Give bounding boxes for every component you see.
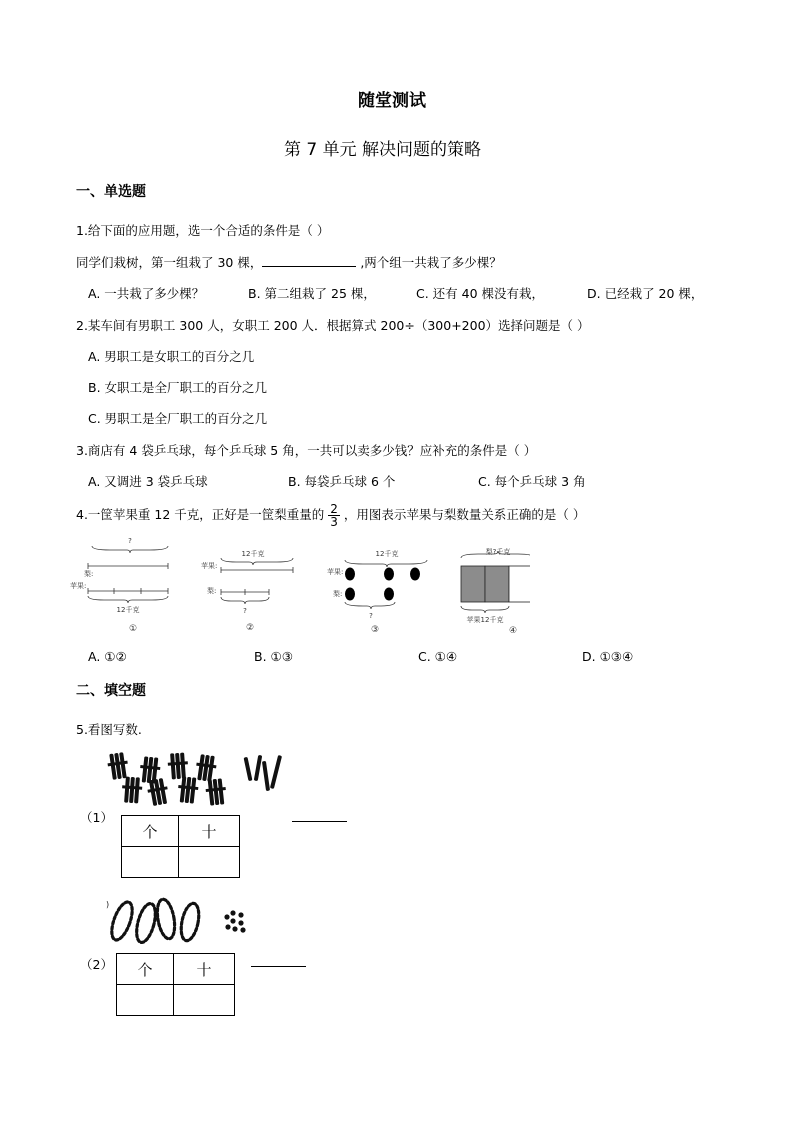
pear-dot-1 <box>345 588 355 601</box>
question-2-option-a[interactable]: A. 男职工是女职工的百分之几 <box>88 349 255 364</box>
question-5-part-1-label: （1） <box>80 810 113 825</box>
figure-3 <box>327 549 427 635</box>
question-1-option-d[interactable]: D. 已经栽了 20 棵， <box>587 286 704 301</box>
answer-blank <box>262 254 356 267</box>
figure-2-row1-label: 苹果: <box>201 562 218 570</box>
question-3-option-b[interactable]: B. 每袋乒乓球 6 个 <box>288 474 396 489</box>
page-title: 随堂测试 <box>358 91 426 111</box>
figure-2-bottom-label: ? <box>243 607 247 615</box>
page-subtitle: 第 7 单元 解决问题的策略 <box>284 140 482 160</box>
question-1-option-a[interactable]: A. 一共栽了多少棵？ <box>88 286 205 301</box>
question-1-body-before: 同学们栽树，第一组栽了 30 棵， <box>76 255 263 270</box>
svg-text:): ) <box>106 900 110 909</box>
figure-3-top-label: 12千克 <box>375 550 399 558</box>
question-4-figures <box>70 536 530 638</box>
figure-2-row2-label: 梨: <box>207 587 217 595</box>
figure-4-number: ④ <box>508 626 518 636</box>
answer-line-2[interactable] <box>251 966 306 967</box>
question-1-stem: 1.给下面的应用题，选一个合适的条件是（ ） <box>76 223 330 238</box>
figure-3-row2-label: 梨: <box>333 590 343 598</box>
section-heading-fill-in: 二、填空题 <box>76 683 146 699</box>
figure-1-number: ① <box>128 624 138 634</box>
beads-picture <box>104 897 254 949</box>
figure-3-number: ③ <box>370 625 380 635</box>
question-4-option-a[interactable]: A. ①② <box>88 649 127 664</box>
tens-answer-cell[interactable] <box>174 985 235 1016</box>
figure-1-row2-label: 梨: <box>84 570 94 578</box>
ones-header: 个 <box>117 954 174 985</box>
tens-header: 十 <box>179 816 240 847</box>
figure-4-bottom-label: 苹果12千克 <box>466 616 504 624</box>
apple-dot-3 <box>410 568 420 581</box>
single-sticks <box>244 755 283 791</box>
answer-line-1[interactable] <box>292 821 347 822</box>
question-4-option-d[interactable]: D. ①③④ <box>582 649 634 664</box>
figure-1-top-label: ? <box>128 537 132 545</box>
bundles-of-sticks-picture <box>104 751 294 809</box>
place-value-table-2 <box>116 953 235 1016</box>
figure-2-number: ② <box>245 623 255 633</box>
question-2-option-c[interactable]: C. 男职工是全厂职工的百分之几 <box>88 411 268 426</box>
question-4-option-b[interactable]: B. ①③ <box>254 649 293 664</box>
question-3-stem: 3.商店有 4 袋乒乓球，每个乒乓球 5 角，一共可以卖多少钱？应补充的条件是（ ） <box>76 443 537 458</box>
question-1-option-c[interactable]: C. 还有 40 棵没有栽， <box>416 286 545 301</box>
figure-1-bottom-label: 12千克 <box>116 606 140 614</box>
section-heading-single-choice: 一、单选题 <box>76 184 146 200</box>
question-4-stem-after: ，用图表示苹果与梨数量关系正确的是（ ） <box>343 507 586 522</box>
question-1-option-b[interactable]: B. 第二组栽了 25 棵， <box>248 286 376 301</box>
figure-2 <box>201 549 293 633</box>
tens-header: 十 <box>174 954 235 985</box>
apple-dot-2 <box>384 568 394 581</box>
question-4-option-c[interactable]: C. ①④ <box>418 649 458 664</box>
figure-4-top-label: 梨?千克 <box>485 548 511 556</box>
question-3-option-c[interactable]: C. 每个乒乓球 3 角 <box>478 474 586 489</box>
question-4-stem-before: 4.一筐苹果重 12 千克，正好是一筐梨重量的 <box>76 507 325 522</box>
figure-4 <box>461 547 530 636</box>
ones-answer-cell[interactable] <box>117 985 174 1016</box>
fraction <box>328 503 340 528</box>
tens-answer-cell[interactable] <box>179 847 240 878</box>
ones-answer-cell[interactable] <box>122 847 179 878</box>
question-2-stem: 2.某车间有男职工 300 人，女职工 200 人．根据算式 200÷（300+200）选择问题是（ ） <box>76 318 590 333</box>
fraction-numerator: 2 <box>330 502 338 516</box>
apple-dot-1 <box>345 568 355 581</box>
figure-2-top-label: 12千克 <box>241 550 265 558</box>
question-3-option-a[interactable]: A. 又调进 3 袋乒乓球 <box>88 474 208 489</box>
bar-segment-shaded-2 <box>485 566 509 602</box>
stick-bundles <box>106 752 227 807</box>
dotted-ovals <box>108 898 202 944</box>
figure-1-row1-label: 苹果: <box>70 582 87 590</box>
question-2-option-b[interactable]: B. 女职工是全厂职工的百分之几 <box>88 380 268 395</box>
single-dots <box>224 910 245 932</box>
question-1-body <box>76 253 502 271</box>
question-4-stem <box>76 503 585 528</box>
fraction-denominator: 3 <box>330 515 338 529</box>
question-5-part-2-label: （2） <box>80 957 113 972</box>
ones-header: 个 <box>122 816 179 847</box>
figure-3-bottom-label: ? <box>369 612 373 620</box>
figure-1 <box>70 537 168 634</box>
pear-dot-2 <box>384 588 394 601</box>
figure-3-row1-label: 苹果: <box>327 568 344 576</box>
place-value-table-1 <box>121 815 240 878</box>
question-5-stem: 5.看图写数. <box>76 722 142 737</box>
bar-segment-blank <box>509 566 530 602</box>
bar-segment-shaded-1 <box>461 566 485 602</box>
question-1-body-after: ,两个组一共栽了多少棵？ <box>356 255 502 270</box>
